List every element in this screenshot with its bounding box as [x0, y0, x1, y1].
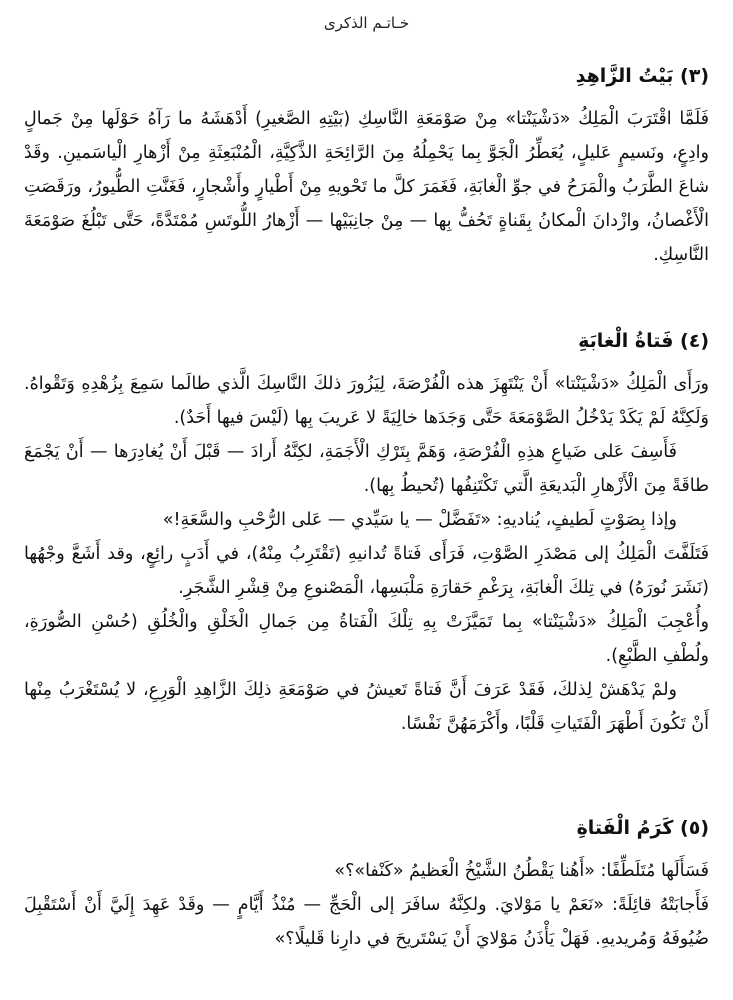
paragraph: وإذا بِصَوْتٍ لَطيفٍ، يُناديهِ: «تَفَضَّلْ — يا سَيِّدي — عَلى الرُّحْبِ والسَّعَةِ!»	[162, 510, 677, 530]
paragraph: فَأَجابَتْهُ قائِلَةً: «نَعَمْ يا مَوْلايَ. ولكِنَّهُ سافَرَ إلى الْحَجِّ — مُنْذُ أَيَّامٍ — وقَدْ عَهِدَ إِلَيَّ أَنْ أَسْتَقْبِلَ ضُيُوفَهُ وَمُريديهِ. فَهَلْ يَأْذَنُ مَوْلايَ أَنْ يَسْتَريحَ في دارِنا قَليلًا؟»	[24, 895, 709, 949]
paragraph: ورَأَى الْمَلِكُ «دَشْيَنْتا» أَنْ يَنْتَهِزَ هذه الْفُرْصَةَ، لِيَزُورَ ذلكَ النَّاسِكَ الَّذي طالَما سَمِعَ بِزُهْدِهِ وَتَقْواهُ. وَلَكِنَّهُ لَمْ يَكَدْ يَدْخُلُ الصَّوْمَعَةَ حَتَّى وَجَدَها خالِيَةً لا عَريبَ بِها (لَيْسَ فيها أَحَدٌ).	[24, 374, 709, 428]
section-girls-generosity	[24, 812, 709, 956]
section-heading: (٥) كَرَمُ الْفَتاةِ	[576, 817, 709, 839]
section-forest-girl	[24, 325, 709, 741]
paragraph: ولمْ يَدْهَشْ لِذلكَ، فَقَدْ عَرَفَ أَنَّ فَتاةً تَعيشُ في صَوْمَعَةِ ذلِكَ الزَّاهِدِ الْوَرِعِ، لا يُسْتَغْرَبُ مِنْها أَنْ تَكُونَ أَطْهَرَ الْفَتَياتِ قَلْبًا، وأَكْرَمَهُنَّ نَفْسًا.	[24, 680, 709, 734]
section-heading: (٤) فَتاةُ الْغابَةِ	[578, 330, 709, 352]
paragraph: فَسَأَلَها مُتَلَطِّفًا: «أَهُنا يَقْطُنُ الشَّيْخُ الْعَظيمُ «كَنْفا»؟»	[334, 861, 709, 881]
paragraph: فَلَمَّا اقْتَرَبَ الْمَلِكُ «دَشْيَنْتا» مِنْ صَوْمَعَةِ النَّاسِكِ (بَيْتِهِ الصَّغيرِ) أَدْهَشَهُ ما رَآهُ حَوْلَها مِنْ جَمالٍ وادِعٍ، ونَسيمٍ عَليلٍ، يُعَطِّرُ الْجَوَّ بِما يَحْمِلُهُ مِنَ الرَّائِحَةِ الذَّكِيَّةِ، الْمُنْبَعِثَةِ مِنْ أَزْهارِ الْياسَمينِ. وقَدْ شاعَ الطَّرَبُ والْمَرَحُ في جوِّ الْغابَةِ، فَغَمَرَ كلَّ ما تَحْويهِ مِنْ أَطْيارٍ وأَشْجارٍ، فَغَنَّتِ الطُّيورُ، ورَقَصَتِ الْأَغْصانُ، وازْدانَ الْمكانُ بِقَناةٍ تَحُفُّ بِها — مِنْ جانِبَيْها — أَزْهارُ اللُّوتَسِ مُمْتَدَّةً، حَتَّى تَبْلُغَ صَوْمَعَةَ النَّاسِكِ.	[24, 109, 709, 265]
section-heading: (٣) بَيْتُ الزَّاهِدِ	[575, 65, 709, 87]
paragraph: فَأَسِفَ عَلى ضَياعِ هذِهِ الْفُرْصَةِ، وَهَمَّ بِتَرْكِ الْأَجَمَةِ، لكِنَّهُ أَرادَ — قَبْلَ أَنْ يُغادِرَها — أَنْ يَجْمَعَ طاقَةً مِنَ الْأَزْهارِ الْبَديعَةِ الَّتي تَكْتَنِفُها (تُحيطُ بِها).	[24, 442, 709, 496]
running-header: خـاتـم الذكرى	[323, 14, 410, 32]
paragraph: وأُعْجِبَ الْمَلِكُ «دَشْيَنْتا» بِما تَمَيَّزَتْ بِهِ تِلْكَ الْفَتاةُ مِن جَمالِ الْخَلْقِ والْخُلُقِ (حُسْنِ الصُّورَةِ، ولُطْفِ الطَّبْعِ).	[24, 612, 709, 666]
section-house-of-ascetic	[24, 60, 709, 272]
paragraph: فَتَلَفَّتَ الْمَلِكُ إلى مَصْدَرِ الصَّوْتِ، فَرَأَى فَتاةً تُدانيهِ (تَقْتَرِبُ مِنْهُ)، في أَدَبٍ رائِعٍ، وقد أَشَعَّ وجْهُها (نَشَرَ نُورَهُ) في تِلكَ الْغابَةِ، بِرَغْمِ حَقارَةِ مَلْبَسِها، الْمَصْنوعِ مِنْ قِشْرِ الشَّجَرِ.	[24, 544, 709, 598]
